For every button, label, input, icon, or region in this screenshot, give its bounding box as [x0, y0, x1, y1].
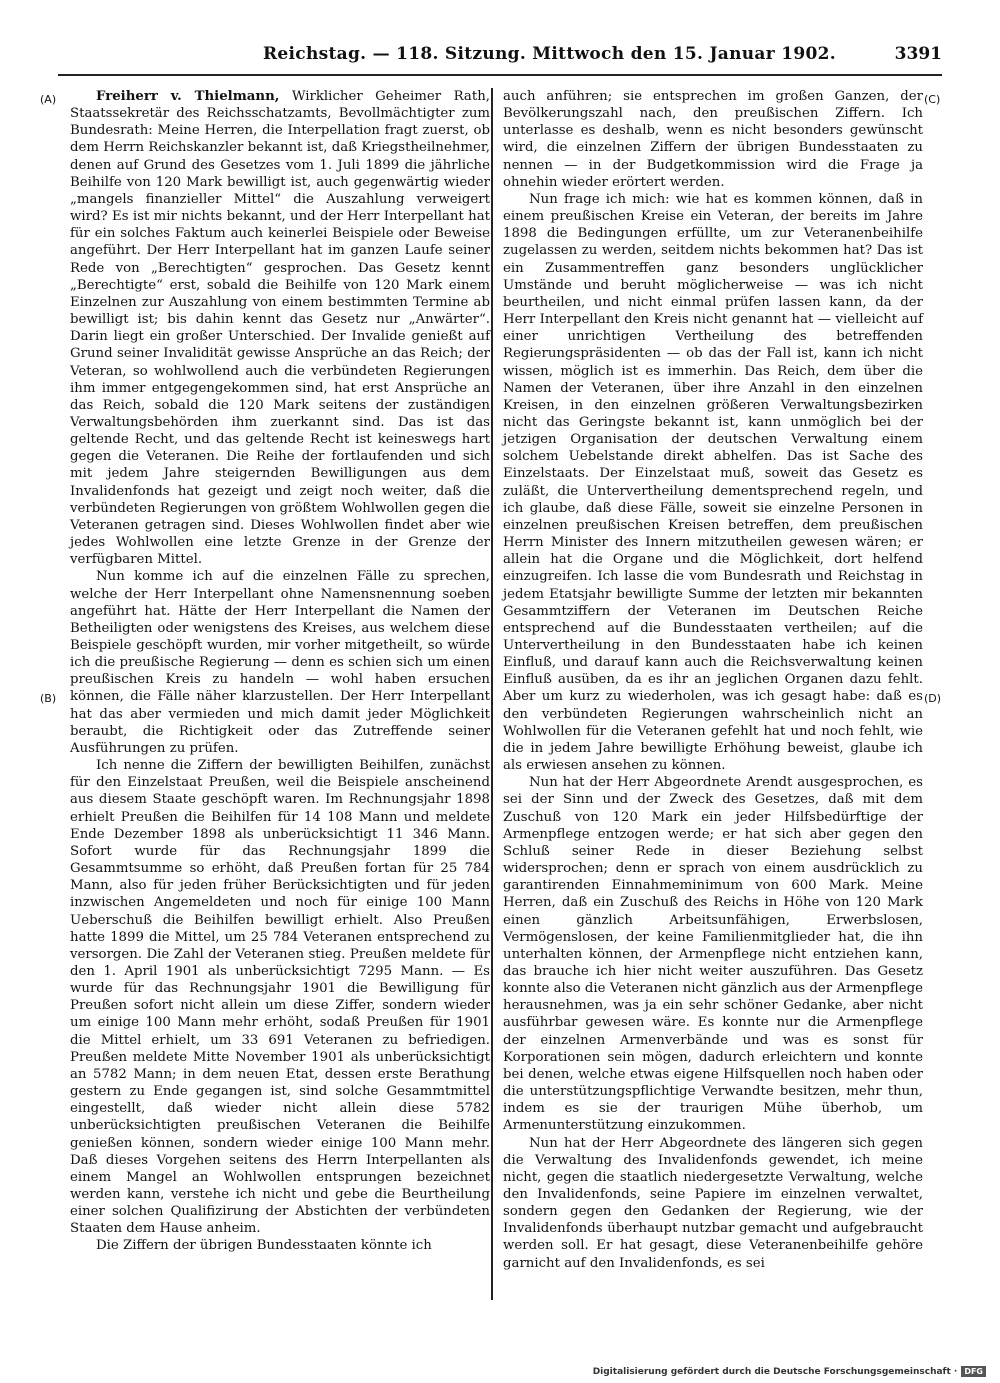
paragraph: Nun hat der Herr Abgeordnete Arendt ausgesprochen, es sei der Sinn und der Zweck des Gesetzes, daß mit dem Zuschuß von 120 Mark ein jeder Hilfsbedürftige der Armenpflege entzogen werde; er hat sich aber gegen den Schluß seiner Rede in dieser Beziehung selbst widersprochen; denn er sprach von einem ausdrücklich zu garantirenden Einnahmeminimum von 600 Mark. Meine Herren, daß ein Zuschuß des Reichs in Höhe von 120 Mark einen gänzlich Arbeitsunfähigen, Erwerbslosen, Vermögenslosen, der keine Familienmitglieder hat, die ihn unterhalten können, der Armenpflege nicht entziehen kann, das brauche ich hier nicht weiter auszuführen. Das Gesetz konnte also die Veteranen nicht gänzlich aus der Armenpflege herausnehmen, was ja ein sehr schöner Gedanke, aber nicht ausführbar gewesen wäre. Es konnte nur die Armenpflege der einzelnen Armenverbände und was es sonst für Korporationen sein mögen, dadurch erleichtern und konnte bei denen, welche etwas eigene Hilfsquellen noch haben oder die unterstützungspflichtige Verwandte besitzen, mehr thun, indem es sie der traurigen Mühe überhob, um Armenunterstützung einzukommen.: [503, 775, 923, 1134]
paragraph: Nun komme ich auf die einzelnen Fälle zu sprechen, welche der Herr Interpellant ohne Namensnennung soeben angeführt hat. Hätte der Herr Interpellant die Namen der Betheiligten oder wenigstens des Kreises, aus welchem diese Beispiele geschöpft wurden, mir vorher mitgetheilt, so würde ich die preußische Regierung — denn es schien sich um einen preußischen Kreis zu handeln — wohl haben ersuchen können, die Fälle näher klarzustellen. Der Herr Interpellant hat das aber vermieden und mich damit jeder Möglichkeit beraubt, die Richtigkeit oder das Zutreffende seiner Ausführungen zu prüfen.: [70, 569, 490, 756]
paragraph: [70, 88, 490, 568]
footer-credit: [593, 1366, 986, 1377]
page-number: 3391: [894, 44, 942, 64]
speech-text: Wirklicher Geheimer Rath, Staatssekretär des Reichsschatzamts, Bevollmächtigter zum Bundesrath: Meine Herren, die Interpellation fragt zuerst, ob dem Herrn Reichskanzler bekannt ist, daß Kriegstheilnehmer, denen auf Grund des Gesetzes vom 1. Juli 1899 die jährliche Beihilfe von 120 Mark bewilligt ist, auch gegenwärtig wieder „mangels finanzieller Mittel“ die Auszahlung verweigert wird? Es ist mir nichts bekannt, und der Herr Interpellant hat für ein solches Faktum auch keinerlei Beispiele oder Beweise angeführt. Der Herr Interpellant hat im ganzen Laufe seiner Rede von „Berechtigten“ gesprochen. Das Gesetz kennt „Berechtigte“ erst, sobald die Beihilfe von 120 Mark einem Einzelnen zur Auszahlung von einem bestimmten Termine ab bewilligt ist; bis dahin kennt das Gesetz nur „Anwärter“. Darin liegt ein großer Unterschied. Der Invalide genießt auf Grund seiner Invalidität gewisse Ansprüche an das Reich; der Veteran, so wohlwollend auch die verbündeten Regierungen ihm immer entgegengekommen sind, hat erst Ansprüche an das Reich, sobald die 120 Mark seitens der zuständigen Verwaltungsbehörden ihm zuerkannt sind. Das ist das geltende Recht, und das geltende Recht ist keineswegs hart gegen die Veteranen. Die Reihe der fortlaufenden und sich mit jedem Jahre steigernden Bewilligungen aus dem Invalidenfonds hat gezeigt und zeigt noch weiter, daß die verbündeten Regierungen von größtem Wohlwollen gegen die Veteranen getragen sind. Dieses Wohlwollen findet aber wie jedes Wohlwollen eine letzte Grenze in der Grenze der verfügbaren Mittel.: [70, 89, 490, 568]
margin-marker-a: (A): [40, 93, 57, 106]
paragraph: Ich nenne die Ziffern der bewilligten Beihilfen, zunächst für den Einzelstaat Preußen, weil die Beispiele anscheinend aus diesem Staate geschöpft waren. Im Rechnungsjahr 1898 erhielt Preußen die Beihilfen für 14 108 Mann und meldete Ende Dezember 1898 als unberücksichtigt 11 346 Mann. Sofort wurde für das Rechnungsjahr 1899 die Gesammtsumme so erhöht, daß Preußen fortan für 25 784 Mann, also für jeden früher Berücksichtigten und für jeden inzwischen Angemeldeten und noch für einige 100 Mann Ueberschuß die Beihilfen bewilligt erhielt. Also Preußen hatte 1899 die Mittel, um 25 784 Veteranen entsprechend zu versorgen. Die Zahl der Veteranen stieg. Preußen meldete für den 1. April 1901 als unberücksichtigt 7295 Mann. — Es wurde für das Rechnungsjahr 1901 die Bewilligung für Preußen sofort nicht allein um diese Ziffer, sondern wieder um einige 100 Mann mehr erhöht, sodaß Preußen für 1901 die Mittel erhielt, um 33 691 Veteranen zu befriedigen. Preußen meldete Mitte November 1901 als unberücksichtigt an 5782 Mann; in dem neuen Etat, dessen erste Berathung gestern zu Ende gegangen ist, sind solche Gesammtmittel eingestellt, daß wieder nicht allein diese 5782 unberücksichtigten preußischen Veteranen die Beihilfe genießen können, sondern wieder einige 100 Mann mehr. Daß dieses Vorgehen seitens des Herrn Interpellanten als einem Mangel an Wohlwollen entsprungen bezeichnet werden kann, verstehe ich nicht und gebe die Beurtheilung einer solchen Qualifizirung der Abstichten der verbündeten Staaten dem Hause anheim.: [70, 758, 490, 1237]
margin-marker-b: (B): [40, 692, 57, 705]
margin-marker-c: (C): [924, 93, 941, 106]
running-title: Reichstag. — 118. Sitzung. Mittwoch den 15. Januar 1902.: [263, 44, 836, 64]
paragraph: Die Ziffern der übrigen Bundesstaaten könnte ich: [96, 1238, 432, 1254]
paragraph: Nun hat der Herr Abgeordnete des längeren sich gegen die Verwaltung des Invalidenfonds gewendet, ich meine nicht, gegen die staatlich niedergesetzte Verwaltung, welche den Invalidenfonds, seine Papiere im einzelnen verwaltet, sondern gegen den Gedanken der Regierung, wie der Invalidenfonds überhaupt nutzbar gemacht und aufgebraucht werden soll. Er hat gesagt, diese Veteranenbeihilfe gehöre garnicht auf den Invalidenfonds, es sei: [503, 1135, 923, 1271]
paragraph: auch anführen; sie entsprechen im großen Ganzen, der Bevölkerungszahl nach, den preußischen Ziffern. Ich unterlasse es deshalb, wenn es nicht besonders gewünscht wird, die einzelnen Ziffern der übrigen Bundesstaaten zu nennen — in der Budgetkommission wird die Frage ja ohnehin wieder erörtert werden.: [503, 89, 923, 190]
margin-marker-d: (D): [924, 692, 942, 705]
left-column: [70, 88, 490, 1298]
paragraph: Nun frage ich mich: wie hat es kommen können, daß in einem preußischen Kreise ein Veteran, der bereits im Jahre 1898 die Bedingungen erfüllte, um zur Veteranenbeihilfe zugelassen zu werden, seitdem nichts bekommen hat? Das ist ein Zusammentreffen ganz besonders unglücklicher Umstände und beruht möglicherweise — was ich nicht beurtheilen, und nicht einmal prüfen lassen kann, da der Herr Interpellant den Kreis nicht genannt hat — vielleicht auf einer unrichtigen Vertheilung des betreffenden Regierungspräsidenten — ob das der Fall ist, kann ich nicht wissen, möglich ist es immerhin. Das Reich, dem über die Namen der Veteranen, über ihre Anzahl in den einzelnen Kreisen, in den einzelnen größeren Verwaltungsbezirken nicht das Geringste bekannt ist, kann unmöglich bei der jetzigen Organisation der deutschen Verwaltung einem solchem Uebelstande direkt abhelfen. Das ist Sache des Einzelstaats. Der Einzelstaat muß, soweit das Gesetz es zuläßt, die Untervertheilung dementsprechend regeln, und ich glaube, daß diese Fälle, soweit sie einzelne Personen in einzelnen preußischen Kreisen betreffen, dem preußischen Herrn Minister des Innern mitzutheilen gewesen wären; er allein hat die Organe und die Möglichkeit, dort helfend einzugreifen. Ich lasse die vom Bundesrath und Reichstag in jedem Etatsjahr bewilligte Summe der letzten mir bekannten Gesammtziffern der Veteranen im Deutschen Reiche entsprechend auf die Bundesstaaten vertheilen; auf die Untervertheilung in den Bundesstaaten habe ich keinen Einfluß, und darauf kann auch die Reichsverwaltung keinen Einfluß ausüben, da es ihr an jeglichen Organen dazu fehlt. Aber um kurz zu wiederholen, was ich gesagt habe: daß es den verbündeten Regierungen wahrscheinlich nicht an Wohlwollen für die Veteranen gefehlt hat und noch fehlt, wie die in jedem Jahre bewilligte Erhöhung beweist, glaube ich als erwiesen ansehen zu können.: [503, 191, 923, 774]
page-header: [58, 44, 942, 74]
footer-text: Digitalisierung gefördert durch die Deutsche Forschungsgemeinschaft ·: [592, 1367, 958, 1377]
dfg-logo-icon: DFG: [961, 1366, 986, 1377]
header-divider: [58, 74, 942, 76]
column-divider: [491, 88, 493, 1300]
right-column: [503, 88, 923, 1298]
speaker-name: Freiherr v. Thielmann,: [96, 89, 280, 104]
